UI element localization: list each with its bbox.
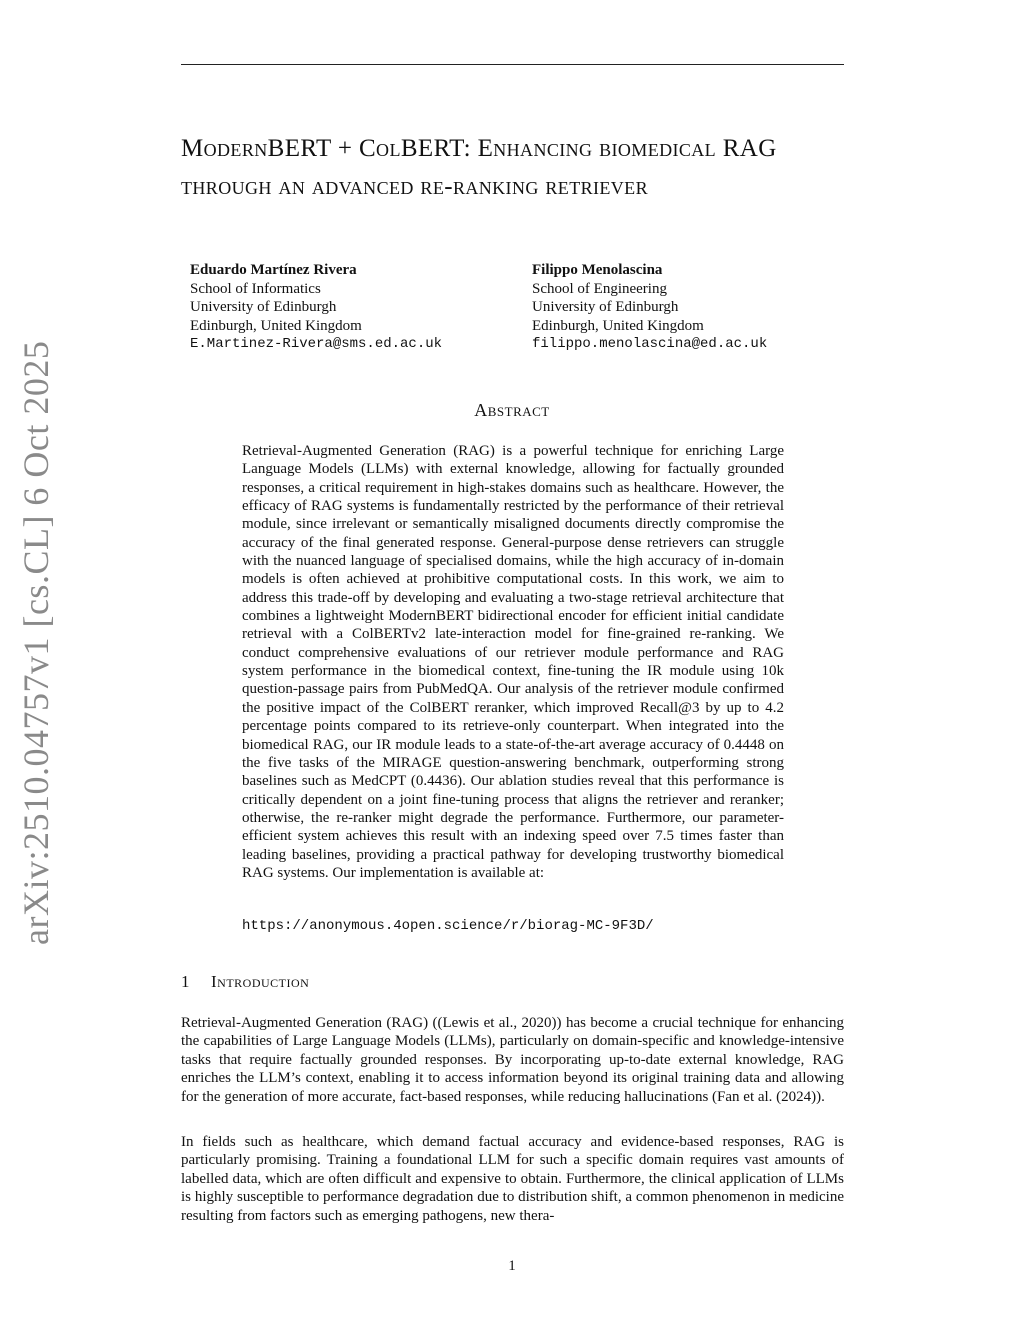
paper-title: ModernBERT + ColBERT: Enhancing biomedical RAG through an advanced re-ranking retriever <box>181 135 777 200</box>
author-department: School of Engineering <box>532 280 667 297</box>
section-heading <box>181 972 309 992</box>
author-department: School of Informatics <box>190 280 321 297</box>
page-number: 1 <box>508 1258 516 1274</box>
author-email[interactable]: filippo.menolascina@ed.ac.uk <box>532 336 768 352</box>
author-institution: University of Edinburgh <box>532 299 679 315</box>
author-name: Eduardo Martínez Rivera <box>190 262 357 278</box>
abstract-text: Retrieval-Augmented Generation (RAG) is a powerful technique for enriching Large Language Models (LLMs) with external knowledge, allowing for factually grounded responses, a critical requirement in high-stakes domains such as healthcare. However, the efficacy of RAG systems is fundamentally restricted by the performance of their retrieval module, since irrelevant or semantically misaligned documents directly compromise the accuracy of the final generated response. General-purpose dense retrievers can struggle with the nuanced language of specialised domains, while the high accuracy of in-domain models is often achieved at prohibitive computational costs. In this work, we aim to address this trade-off by developing and evaluating a two-stage retrieval architecture that combines a lightweight ModernBERT bidirectional encoder for efficient initial candidate retrieval with a ColBERTv2 late-interaction model for fine-grained re-ranking. We conduct comprehensive evaluations of our retriever module performance and RAG system performance in the biomedical context, fine-tuning the IR module using 10k question-passage pairs from PubMedQA. Our analysis of the retriever module confirmed the positive impact of the ColBERT reranker, which improved Recall@3 by up to 4.2 percentage points compared to its retrieve-only counterpart. When integrated into the biomedical RAG, our IR module leads to a state-of-the-art average accuracy of 0.4448 on the five tasks of the MIRAGE question-answering benchmark, outperforming strong baselines such as MedCPT (0.4436). Our ablation studies reveal that this performance is critically dependent on a joint fine-tuning process that aligns the retriever and reranker; otherwise, the re-ranker might degrade the performance. Furthermore, our parameter-efficient system achieves this result with an indexing speed over 7.5 times faster than leading baselines, providing a practical pathway for developing trustworthy biomedical RAG systems. Our implementation is available at: <box>242 443 784 881</box>
top-rule <box>181 64 844 65</box>
intro-paragraph-2: In fields such as healthcare, which demand factual accuracy and evidence-based responses, RAG is particularly promising. Training a foundational LLM for such a specific domain requires vast amounts of labelled data, which are often difficult and expensive to obtain. Furthermore, the clinical application of LLMs is highly susceptible to performance degradation due to distribution shift, a common phenomenon in medicine resulting from factors such as emerging pathogens, new thera- <box>181 1134 844 1224</box>
author-location: Edinburgh, United Kingdom <box>190 317 362 334</box>
author-block-1 <box>190 261 442 354</box>
arxiv-identifier: arXiv:2510.04757v1 [cs.CL] 6 Oct 2025 <box>16 340 56 945</box>
section-title: Introduction <box>211 972 310 991</box>
author-email[interactable]: E.Martinez-Rivera@sms.ed.ac.uk <box>190 336 443 352</box>
abstract-heading: Abstract <box>474 400 550 420</box>
author-name: Filippo Menolascina <box>532 262 663 278</box>
author-institution: University of Edinburgh <box>190 299 337 315</box>
intro-paragraph-1: Retrieval-Augmented Generation (RAG) ((Lewis et al., 2020)) has become a crucial technique for enhancing the capabilities of Large Language Models (LLMs), particularly on domain-specific and knowledge-intensive tasks that require factually grounded responses. By incorporating up-to-date external knowledge, RAG enriches the LLM’s context, enabling it to access information beyond its original training data and allowing for the generation of more accurate, fact-based responses, while reducing hallucinations (Fan et al. (2024)). <box>181 1015 844 1105</box>
author-location: Edinburgh, United Kingdom <box>532 317 704 334</box>
section-number: 1 <box>181 972 190 991</box>
code-repository-link[interactable]: https://anonymous.4open.science/r/biorag-MC-9F3D/ <box>242 918 654 934</box>
author-block-2 <box>532 261 767 354</box>
